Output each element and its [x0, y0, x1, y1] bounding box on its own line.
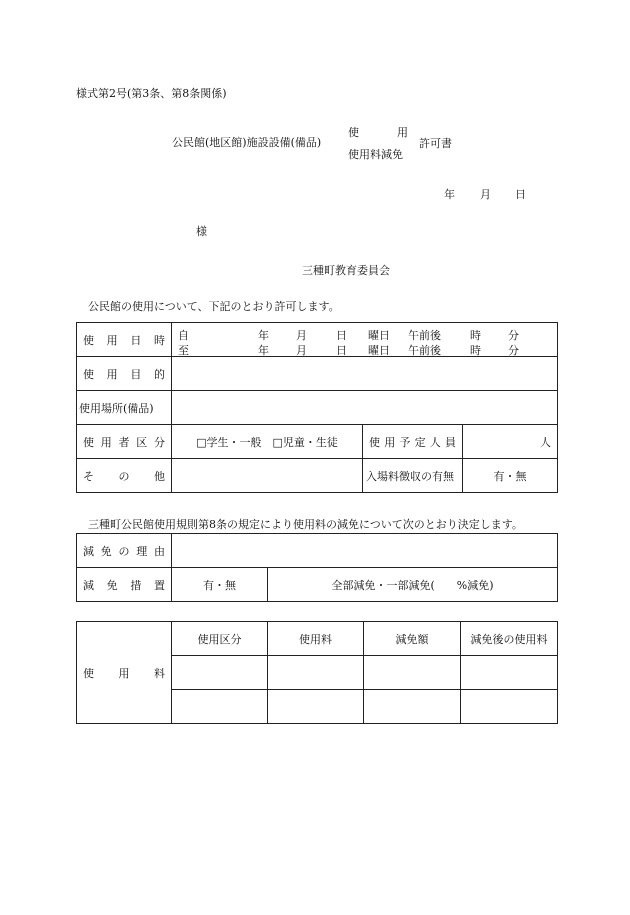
table-row [77, 425, 558, 459]
entry-fee-label: 入場料徴収の有無 [363, 459, 463, 493]
purpose-label: 使 用 目 的 [77, 357, 172, 391]
other-field[interactable] [172, 459, 363, 493]
issuer-name: 三種町教育委員会 [302, 264, 390, 277]
fee-header-exemption-amount: 減免額 [364, 622, 461, 656]
fee-cell[interactable] [268, 690, 364, 724]
title-option-use-b: 用 [397, 126, 408, 139]
user-category-options[interactable]: □学生・一般 □児童・生徒 [172, 425, 363, 459]
addressee-suffix: 様 [196, 225, 207, 238]
planned-count-field[interactable]: 人 [463, 425, 558, 459]
date-day-label: 日 [515, 188, 526, 201]
fee-cell[interactable] [172, 656, 268, 690]
to-label: 至 [178, 343, 189, 357]
fee-cell[interactable] [172, 690, 268, 724]
use-datetime-label: 使 用 日 時 [77, 323, 172, 357]
fee-header-category: 使用区分 [172, 622, 268, 656]
title-prefix: 公民館(地区館)施設設備(備品) [172, 136, 322, 149]
permit-table [76, 322, 558, 493]
fee-cell[interactable] [364, 656, 461, 690]
entry-fee-options[interactable]: 有・無 [463, 459, 558, 493]
form-number: 様式第2号(第3条、第8条関係) [76, 87, 227, 100]
table-row [77, 622, 558, 656]
exemption-reason-field[interactable] [172, 534, 558, 568]
date-year-label: 年 [444, 188, 455, 201]
planned-count-label: 使 用 予 定 人 員 [363, 425, 463, 459]
exemption-reason-label: 減 免 の 理 由 [77, 534, 172, 568]
date-month-label: 月 [480, 188, 491, 201]
from-label: 自 [178, 328, 189, 342]
table-row [77, 459, 558, 493]
fee-cell[interactable] [364, 690, 461, 724]
table-row [77, 323, 558, 357]
fee-header-fee-after-exemption: 減免後の使用料 [461, 622, 558, 656]
permit-intro: 公民館の使用について、下記のとおり許可します。 [88, 300, 340, 313]
place-field[interactable] [172, 391, 558, 425]
use-datetime-cell[interactable]: 自 年 月 日 曜日 午前後 時 分 至 年 月 日 曜日 午前後 時 分 [172, 323, 558, 357]
table-row [77, 568, 558, 602]
exemption-measure-detail[interactable]: 全部減免・一部減免( %減免) [268, 568, 558, 602]
fee-row-label: 使 用 料 [77, 622, 172, 724]
fee-table [76, 621, 558, 724]
table-row [77, 391, 558, 425]
exemption-table [76, 533, 558, 602]
other-label: そ の 他 [77, 459, 172, 493]
exemption-intro: 三種町公民館使用規則第8条の規定により使用料の減免について次のとおり決定します。 [88, 518, 523, 531]
exemption-measure-label: 減 免 措 置 [77, 568, 172, 602]
title-option-exemption: 使用料減免 [348, 148, 403, 161]
user-category-label: 使 用 者 区 分 [77, 425, 172, 459]
table-row [77, 357, 558, 391]
fee-cell[interactable] [461, 690, 558, 724]
fee-header-fee: 使用料 [268, 622, 364, 656]
place-label: 使用場所(備品) [77, 391, 172, 425]
title-option-use-a: 使 [348, 126, 359, 139]
table-row [77, 534, 558, 568]
purpose-field[interactable] [172, 357, 558, 391]
fee-cell[interactable] [268, 656, 364, 690]
title-suffix: 許可書 [419, 137, 452, 150]
fee-cell[interactable] [461, 656, 558, 690]
exemption-measure-options[interactable]: 有・無 [172, 568, 268, 602]
